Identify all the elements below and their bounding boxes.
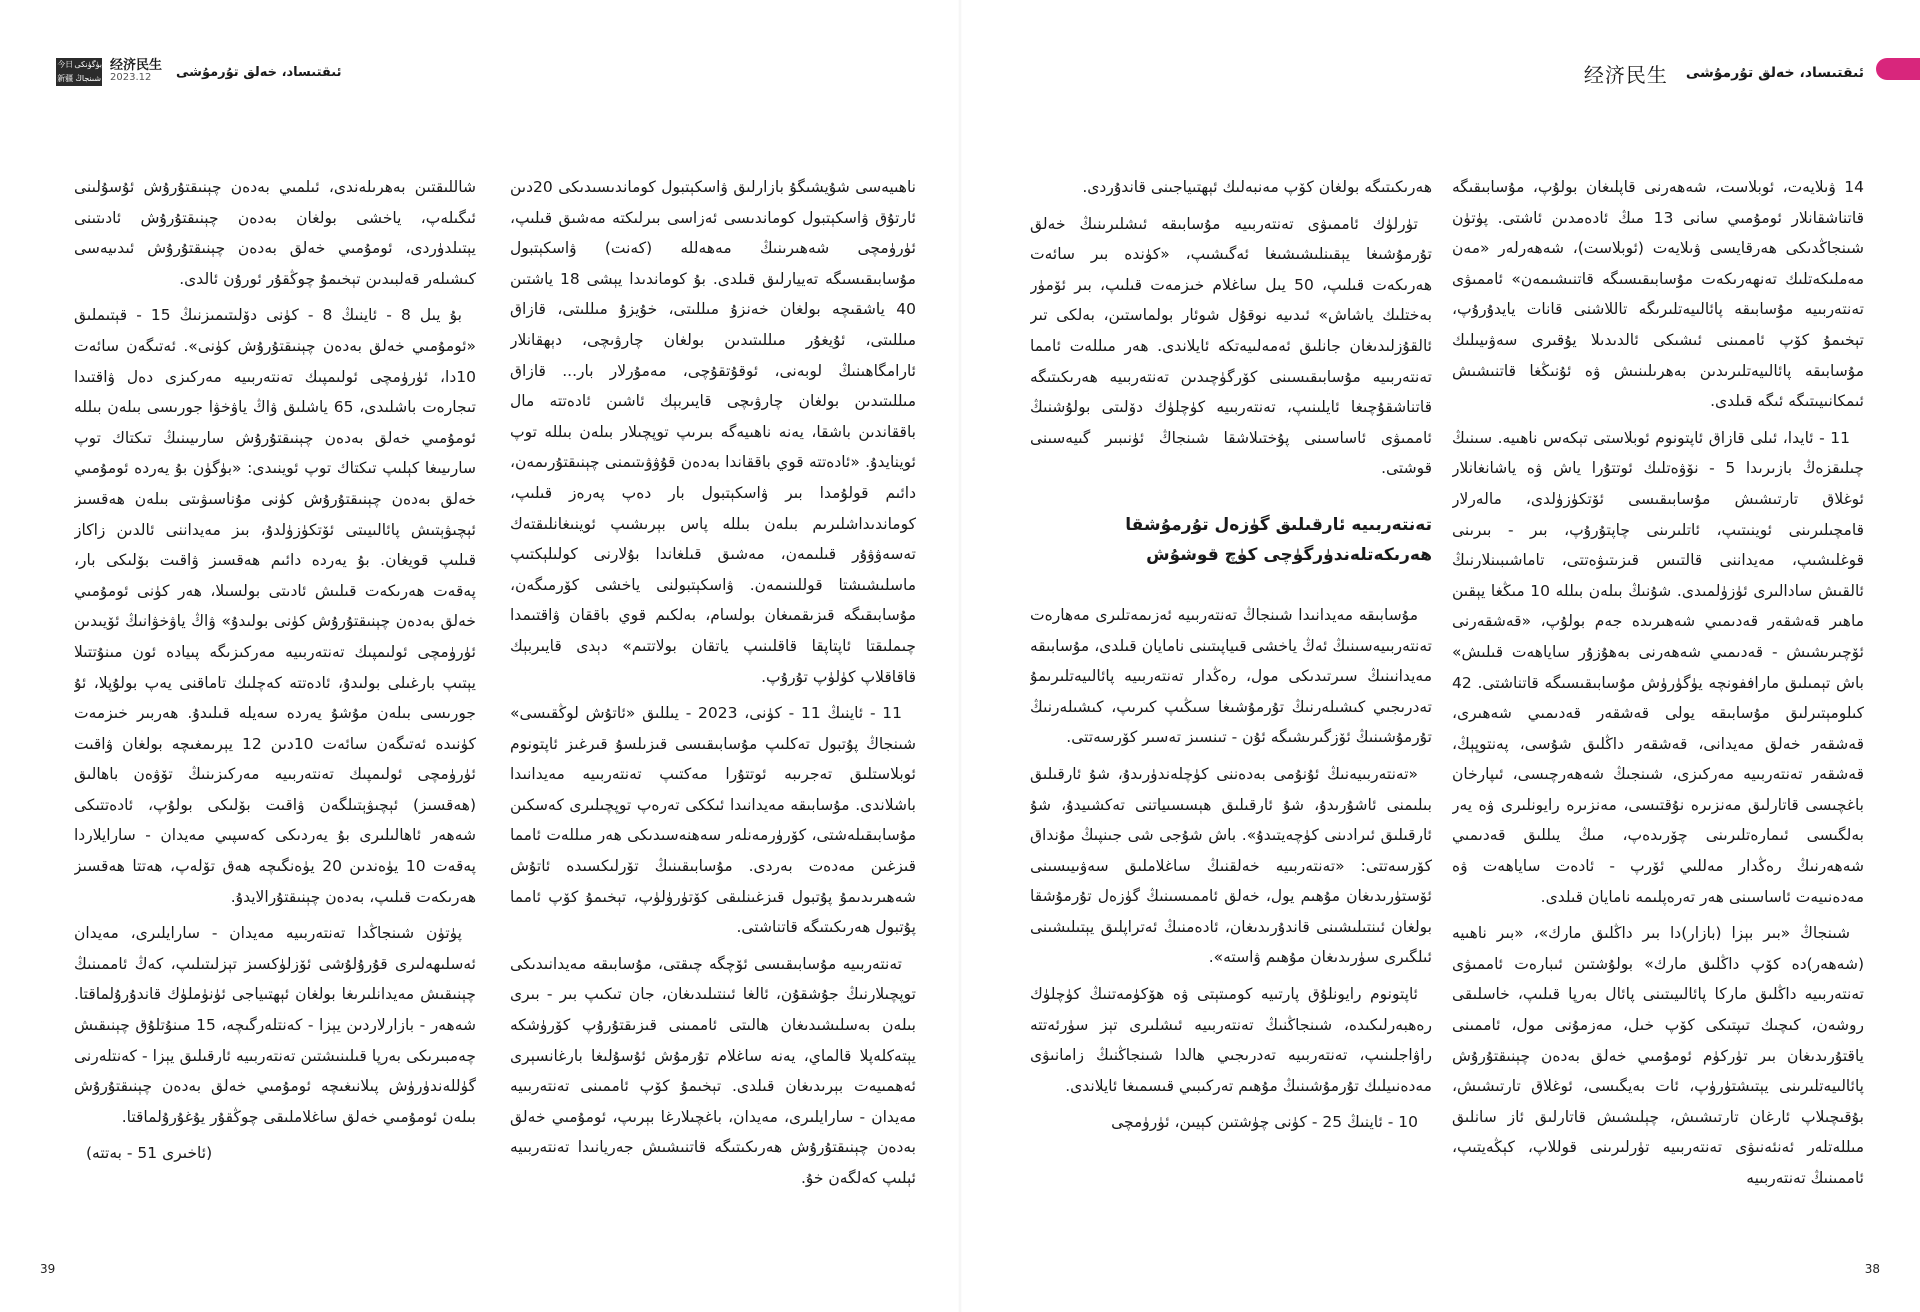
logo-text-cn-1: 今日 <box>57 60 74 69</box>
paragraph: بۇ يىل 8 - ئاينىڭ 8 - كۈنى دۆلىتىمىزنىڭ 15 - قېتىملىق «ئومۇمىي خەلق بەدەن چېنىقتۇرۇش كۈنى». ئەتىگەن سائەت 10دا، ئۈرۈمچى ئولىمپىك تەنتەربىيە مەركىزى دەل ۋاقتىدا تىجارەت باشلىدى، 65 ياشلىق ۋاڭ ياۋخۋا جورىسى بىلەن بىللە ئومۇمىي خەلق بەدەن چېنىقتۇرۇش سارىيىنىڭ تىكتاك توپ سارىيىغا كېلىپ تىكتاك توپ ئوينىدى: «بۈگۈن بۇ يەردە ئومۇمىي خەلق بەدەن چېنىقتۇرۇش كۈنى مۇناسىۋىتى بىلەن ھەقسىز ئېچىۋېتىش پائالىيىتى ئۆتكۈزۈلدۇ، بىز مەيداننى ئالدىن زاكاز قىلىپ قويغان. بۇ يەردە دائىم ھەقسىز ۋاقىت بۆلىكى بار، پەقەت ھەرىكەت قىلىش ئادىتى بولسىلا، ھەر كۈنى ئومۇمىي خەلق بەدەن چېنىقتۇرۇش كۈنى بولىدۇ» ۋاڭ ياۋخۋانىڭ ئۆيىدىن ئۈرۈمچى ئولىمپىك تەنتەربىيە مەركىزىگە پىيادە ئون مىنۇتتىلا يېتىپ بارغىلى بولىدۇ، ئادەتتە كەچلىك تاماقنى يەپ بولۇپلا، ئۇ جورىسى بىلەن مۇشۇ يەردە سەيلە قىلىدۇ. ھەربىر خىزمەت كۈنىدە ئەتىگەن سائەت 10دىن 12 يېرىمغىچە بولغان ۋاقىت ئۈرۈمچى ئولىمپىك تەنتەربىيە مەركىزىنىڭ تۆۋەن باھالىق (ھەقسىز) ئېچىۋېتىلگەن ۋاقىت بۆلىكى بولۇپ، ئادەتتىكى شەھەر ئاھالىلىرى بۇ يەردىكى كەسپىي مەيدان - سارايلاردا پەقەت 10 يۈەندىن 20 يۈەنگىچە ھەق تۆلەپ، ھەتتا ھەقسىز ھەرىكەت قىلىپ، بەدەن چېنىقتۇرالايدۇ. <box>74 306 476 906</box>
page-gutter <box>958 0 962 1312</box>
page-number-right: 38 <box>1864 1262 1880 1276</box>
right-page-header <box>1584 60 1864 86</box>
text-column-3 <box>1030 172 1432 1272</box>
section-heading: تەنتەربىيە ئارقىلىق گۈزەل تۇرمۇشقا ھەرىكەتلەندۈرگۈچى كۈچ قوشۇش <box>1125 514 1432 565</box>
text-column-2 <box>510 172 916 1272</box>
paragraph: ئاپتونوم رايونلۇق پارتىيە كومىتېتى ۋە ھۆكۈمەتنىڭ كۈچلۈك رەھبەرلىكىدە، شىنجاڭنىڭ تەنتەربىيە ئىشلىرى تېز سۈرئەتتە راۋاجلىنىپ، تەنتەربىيە تەدرىجىي ھالدا شىنجاڭنىڭ زامانىۋى مەدەنىيلىك تۇرمۇشىنىڭ مۇھىم تەركىبىي قىسمىغا ئايلاندى. <box>1030 985 1432 1095</box>
paragraph: پۈتۈن شىنجاڭدا تەنتەربىيە مەيدان - سارايلىرى، مەيدان ئەسلىھەلىرى قۇرۇلۇشى ئۆزلۈكسىز تېزلىتىلىپ، كەڭ ئاممىنىڭ چېنىقىش مەيدانلىرىغا بولغان ئېھتىياجى ئۈنۈملۈك قاندۇرۇلماقتا. شەھەر - بازارلاردىن يېزا - كەنتلەرگىچە، 15 مىنۇتلۇق چېنىقىش چەمبىرىكى بەرپا قىلىنىشتىن تەنتەربىيە ئارقىلىق يېزا - كەنتلەرنى گۈللەندۈرۈش پىلانىغىچە ئومۇمىي خەلق بەدەن چېنىقتۇرۇش بىلەن ئومۇمىي خەلق ساغلاملىقى چوڭقۇر يۇغۇرۇلماقتا. <box>74 924 476 1126</box>
paragraph: شاللىقتىن بەھرىلەندى، ئىلمىي بەدەن چېنىقتۇرۇش ئۇسۇلىنى ئىگىلەپ، ياخشى بولغان بەدەن چېنىقتۇرۇش ئادىتىنى يېتىلدۈردى، ئومۇمىي خەلق بەدەن چېنىقتۇرۇش ئىدىيەسى كىشىلەر قەلبىدىن تېخىمۇ چوڭقۇر ئورۇن ئالدى. <box>74 178 476 288</box>
paragraph: ناھىيەسى شۇيشىگۇ بازارلىق ۋاسكېتبول كوماندىسىدىكى 20دىن ئارتۇق ۋاسكېتبول كوماندىسى ئەزاسى بىرلىكتە مەشىق قىلىپ، ئۈرۈمچى شەھىرىنىڭ مەھەللە (كەنت) ۋاسكېتبول مۇسابىقىسىگە تەييارلىق قىلدى. بۇ كوماندىدا يېشى 18 ياشتىن 40 ياشقىچە بولغان خەنزۇ مىللىتى، خۇيزۇ مىللىتى، قازاق مىللىتى، ئۇيغۇر مىللىتىدىن بولغان چارۋىچى، دېھقانلار ئارامگاھىنىڭ لوبەنى، ئوقۇتقۇچى، مەمۇرلار بار... قازاق مىللىتىدىن بولغان چارۋىچى قايىربېك ئاشىن ئادەتتە مال باققاندىن باشقا، يەنە ناھىيەگە بىرىپ توپچىلار بىلەن بىللە توپ ئوينايدۇ. «ئادەتتە قوي باققاندا بەدەن قۇۋۋىتىمنى چېنىقتۇرىمەن، دائىم قولۇمدا بىر ۋاسكېتبول بار دەپ پەرەز قىلىپ، كوماندىداشلىرىم بىلەن بىللە پاس بېرىشىپ ئوينىغانلىقتەك تەسەۋۋۇر قىلىمەن، مەشىق قىلغاندا بۇلارنى كولىلېكتىپ ماسلىشىشتا قوللىنىمەن. ۋاسكېتبولنى ياخشى كۆرمىگەن، مۇسابىقىگە قىزىقمىغان بولسام، بەلكىم قوي باققان ۋاقتىمدا چىملىقتا ئاپتاپقا قاقلىنىپ ياتقان بولاتتىم» دېدى قايىربېك قاقاقلاپ كۈلۈپ تۇرۇپ. <box>510 178 916 686</box>
section-title-ug-right: ئىقتىساد، خەلق تۇرمۇشى <box>1685 65 1864 81</box>
magazine-logo <box>56 58 102 86</box>
issue-date: 2023.12 <box>110 72 152 83</box>
page-number-left: 39 <box>40 1262 56 1276</box>
text-column-4 <box>1452 172 1864 1272</box>
paragraph: ھەرىكىتىگە بولغان كۆپ مەنبەلىك ئېھتىياجىنى قاندۇردى. <box>1082 178 1432 196</box>
paragraph: «تەنتەربىيەنىڭ ئۇنۇمى بەدەننى كۈچلەندۈرىدۇ، شۇ ئارقىلىق بىلىمنى ئاشۇرىدۇ، شۇ ئارقىلىق ھېسسىياتنى تەكشىيدۇ، شۇ ئارقىلىق ئىرادىنى كۈچەيتىدۇ». باش شۇجى شى جىنپىڭ مۇنداق كۆرسەتتى: «تەنتەربىيە خەلقنىڭ ساغلاملىق سەۋىيىسىنى ئۆستۈرىدىغان مۇھىم يول، خەلق ئاممىسىنىڭ گۈزەل تۇرمۇشقا بولغان ئىنتىلىشىنى قاندۇرىدىغان، ئادەمنىڭ ئەتراپلىق يېتىلىشىنى ئىلگىرى سۈرىدىغان مۇھىم ۋاستە». <box>1030 764 1432 967</box>
header-section-info <box>110 60 162 84</box>
section-title-ug: ئىقتىساد، خەلق تۇرمۇشى <box>176 64 342 80</box>
paragraph: 11 - ئايدا، ئىلى قازاق ئاپتونوم ئوبلاستى تېكەس ناھىيە. سىنىڭ چىلىقزەڭ بازىرىدا 5 - نۆۋەتلىك ئوتتۇرا ياش ۋە ياشانغانلار ئوغلاق تارتىشىش مۇسابىقىسى ئۆتكۈزۈلدى، مالەرلار قامچىلىرىنى ئوينىتىپ، ئاتلىرىنى چاپتۇرۇپ، بىر - بىرىنى قوغلىشىپ، مەيداننى قالتىس قىزىتىۋەتتى، تاماشىبىنلارنىڭ ئالقىش سادالىرى ئۈزۈلمىدى. شۇنىڭ بىلەن بىللە 10 مىڭغا يېقىن ماھىر قەشقەر قەدىمىي شەھىرىدە جەم بولۇپ، «قەشقەرنى ئۆچىرىشىش - قەدىمىي شەھەرنى بەھۇزۇر ساياھەت قىلىش» باش تېمىلىق ماراففونچە يۈگۈرۈش مۇسابىقىسىگە قاتناشتى. 42 كىلومېتىرلىق مۇسابىقە يولى قەشقەر قەدىمىي شەھىرى، قەشقەر خەلق مەيدانى، قەشقەر داڭلىق شۇسى، پەنتوپېڭ، قەشقەر تەنتەربىيە مەركىزى، شىنجىڭ شەھەرچىسى، ئىپارخان باغچىسى قاتارلىق مەنزىرە نۇقتىسى، مەنزىرە رايونلىرى ۋە يەر بەلگىسى ئىمارەتلىرىنى چۆرىدەپ، مىڭ يىللىق قەدىمىي شەھەرنىڭ رەڭدار مەللىي ئۆرپ - ئادەت ساياھەت ۋە مەدەنىيەت ئاساسىنى ھەر تەرەپلىمە نامايان قىلدى. <box>1452 428 1864 906</box>
paragraph: تۈرلۈك ئاممىۋى تەنتەربىيە مۇسابىقە ئىشلىرىنىڭ خەلق تۇرمۇشىغا يېقىنلىشىشىغا ئەگىشىپ، «كۈندە بىر سائەت ھەرىكەت قىلىپ، 50 يىل ساغلام خىزمەت قىلىپ، بىر ئۆمۈر بەختلىك ياشاش» ئىدىيە نوقۇل شوئار بولماستىن، بەلكى تىر ئالقۇزلىدىغان جانلىق ئەمەلىيەتكە ئايلاندى. ھەر مىللەت ئامما تەنتەربىيە مۇسابىقىسىنى كۆرگۈچىدىن تەنتەربىيە ھەرىكىتىگە قاتناشقۇچىغا ئايلىنىپ، تەنتەربىيە كۈچلۈك دۆلىتى بولۇشنىڭ ئاممىۋى ئاساسىنى پۇختىلاشقا شىنجاڭ ئۈنىبىر گىيەسىنى قوشتى. <box>1030 214 1432 478</box>
continued-note: (ئاخىرى 51 - بەتتە) <box>86 1144 213 1163</box>
section-title-cn-right: 经济民生 <box>1583 62 1668 87</box>
text-column-1 <box>74 172 476 1262</box>
section-accent-tab <box>1876 58 1920 80</box>
paragraph: 11 - ئاينىڭ 11 - كۈنى، 2023 - يىللىق «ئاتۇش لوڭقىسى» شىنجاڭ پۇتبول تەكلىپ مۇسابىقىسى قىزىلسۇ قىرغىز ئاپتونوم ئوبلاستلىق تەجرىبە ئوتتۇرا مەكتىپ تەنتەربىيە مەيدانىدا باشلاندى. مۇسابىقە مەيدانىدا ئىككى تەرەپ توپچىلىرى كەسكىن مۇسابىقىلەشتى، كۆرۈرمەنلەر سەھنەسىدىكى ھەر مىللەت ئامما قىزغىن مەدەت بەردى. مۇسابىقىنىڭ تۆرلىكسىدە ئاتۇش شەھىرىدىمۇ پۇتبول قىزغىنلىقى كۆتۈرۈلۈپ، تېخىمۇ كۆپ ئامما پۇتبول ھەرىكىتىگە قاتناشتى. <box>510 704 916 937</box>
logo-text-ug-1: بۈگۈنكى <box>74 60 102 69</box>
section-title-cn: 经济民生 <box>110 58 163 73</box>
paragraph: 14 ۋىلايەت، ئوبلاست، شەھەرنى قاپلىغان بولۇپ، مۇسابىقىگە قاتناشقانلار ئومۇمىي سانى 13 مىڭ ئادەمدىن ئاشتى. پۈتۈن شىنجاڭدىكى ھەرقايسى ۋىلايەت (ئوبلاست)، شەھەرلەر «مەن مەملىكەتلىك تەنھەرىكەت مۇسابىقىسىگە قاتنىشىمەن» ئاممىۋى تەنتەربىيە مۇسابىقە پائالىيەتلىرىگە تاللاشنى قانات يايدۇرۇپ، تېخىمۇ كۆپ ئاممىنى ئىشىكى ئالدىدىلا يۇقىرى سەۋىيىلىك مۇسابىقە پائالىيەتلىرىدىن بەھرىلىنىش ۋە ئۇنىڭغا قاتنىشىش ئىمكانىيىتىگە ئىگە قىلدى. <box>1452 178 1864 411</box>
logo-text-cn-2: 新疆 <box>57 74 74 83</box>
left-page-header <box>56 58 341 86</box>
paragraph: 10 - ئاينىڭ 25 - كۈنى چۈشتىن كېيىن، ئۈرۈمچى <box>1111 1113 1418 1132</box>
paragraph: شىنجاڭ «بىر بېزا (بازار)دا بىر داڭلىق مارك»، «بىر ناھىيە (شەھەر)دە كۆپ داڭلىق مارك» بولۇشتىن ئىبارەت ئاممىۋى تەنتەربىيە داڭلىق ماركا پائالىيىتىنى پائال بەرپا قىلىپ، خاسلىقى روشەن، كىچىك تىپتىكى كۆپ خىل، مەزمۇنى مول، ئاممىنى ياقتۇرىدىغان بىر تۈركۈم ئومۇمىي خەلق بەدەن چېنىقتۇرۇش پائالىيەتلىرىنى يېتىشتۈرۈپ، ئات بەيگىسى، ئوغلاق تارتىشىش، بۇقىچىلاپ ئارغان تارتىشىش، چېلىشىش قاتارلىق ئاز سانلىق مىللەتلەر ئەنئەنىۋى تەنتەربىيە تۈرلىرىنى قوللاپ، كېڭەيتىپ، ئاممىنىڭ تەنتەربىيە <box>1452 924 1864 1187</box>
paragraph: مۇسابىقە مەيدانىدا شىنجاڭ تەنتەربىيە ئەزىمەتلىرى مەھارەت تەنتەربىيەسىنىڭ ئەڭ ياخشى قىياپىتىنى نامايان قىلدى، مۇسابىقە مەيدانىنىڭ سىرتىدىكى مول، رەڭدار تەنتەربىيە پائالىيەتلىرىمۇ تەدرىجىي كىشىلەرنىڭ تۇرمۇشىغا سىڭىپ كىرىپ، كىشىلەرنىڭ تۇرمۇشىنىڭ ئۆزگىرىشىگە ئۇن - تىنسىز تەسىر كۆرسەتتى. <box>1030 605 1432 747</box>
paragraph: تەنتەربىيە مۇسابىقىسى ئۆچگە چىقتى، مۇسابىقە مەيدانىدىكى توپچىلارنىڭ جۇشقۇن، ئالغا ئىنتىلىدىغان، جان تىكىپ بىر - بىرى بىلەن بەسلىشىدىغان ھالىتى ئاممىنى قىزىقتۇرۇپ كۆرۈشكە يېتەكلەپلا قالماي، يەنە ساغلام تۇرمۇش ئۇسۇلىغا بارغانسېرى ئەھمىيەت بېرىدىغان قىلدى. تېخىمۇ كۆپ ئاممىنى تەنتەربىيە مەيدان - سارايلىرى، مەيدان، باغچىلارغا بېرىپ، ئومۇمىي خەلق بەدەن چېنىقتۇرۇش ھەرىكىتىگە قاتنىشىش جەريانىدا تەنتەربىيە ئېلىپ كەلگەن خۇ. <box>510 954 916 1187</box>
logo-text-ug-2: شىنجاڭ <box>75 74 102 83</box>
